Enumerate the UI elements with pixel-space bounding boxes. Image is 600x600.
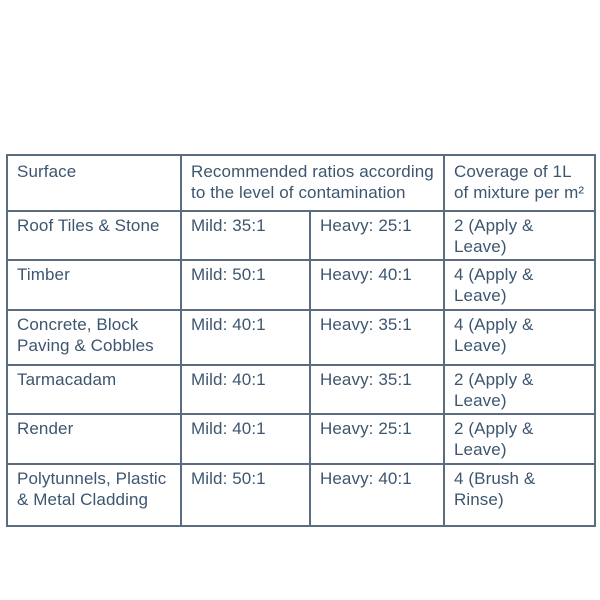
table-row [7, 414, 595, 463]
cell-mild: Mild: 35:1 [181, 211, 310, 260]
table-row [7, 310, 595, 365]
cell-heavy: Heavy: 25:1 [310, 414, 444, 463]
table-row [7, 365, 595, 414]
header-coverage-cell: Coverage of 1L of mixture per m² [444, 155, 595, 211]
cell-heavy: Heavy: 35:1 [310, 365, 444, 414]
table-row [7, 211, 595, 260]
header-ratios-cell: Recommended ratios according to the level of contamination [181, 155, 444, 211]
cell-coverage: 2 (Apply & Leave) [444, 365, 595, 414]
dilution-ratios-table [6, 154, 596, 527]
cell-coverage: 2 (Apply & Leave) [444, 414, 595, 463]
cell-surface: Tarmacadam [7, 365, 181, 414]
cell-coverage: 2 (Apply & Leave) [444, 211, 595, 260]
cell-heavy: Heavy: 25:1 [310, 211, 444, 260]
cell-surface: Roof Tiles & Stone [7, 211, 181, 260]
cell-surface: Polytunnels, Plastic & Metal Cladding [7, 464, 181, 526]
cell-coverage: 4 (Apply & Leave) [444, 260, 595, 309]
table-header-row [7, 155, 595, 211]
cell-mild: Mild: 50:1 [181, 464, 310, 526]
cell-mild: Mild: 50:1 [181, 260, 310, 309]
table-row [7, 464, 595, 526]
cell-mild: Mild: 40:1 [181, 414, 310, 463]
dilution-table-container [6, 154, 594, 527]
cell-surface: Concrete, Block Paving & Cobbles [7, 310, 181, 365]
cell-mild: Mild: 40:1 [181, 310, 310, 365]
cell-coverage: 4 (Brush & Rinse) [444, 464, 595, 526]
table-row [7, 260, 595, 309]
header-surface-cell: Surface [7, 155, 181, 211]
cell-coverage: 4 (Apply & Leave) [444, 310, 595, 365]
cell-surface: Timber [7, 260, 181, 309]
cell-heavy: Heavy: 40:1 [310, 464, 444, 526]
cell-surface: Render [7, 414, 181, 463]
cell-heavy: Heavy: 40:1 [310, 260, 444, 309]
cell-heavy: Heavy: 35:1 [310, 310, 444, 365]
cell-mild: Mild: 40:1 [181, 365, 310, 414]
